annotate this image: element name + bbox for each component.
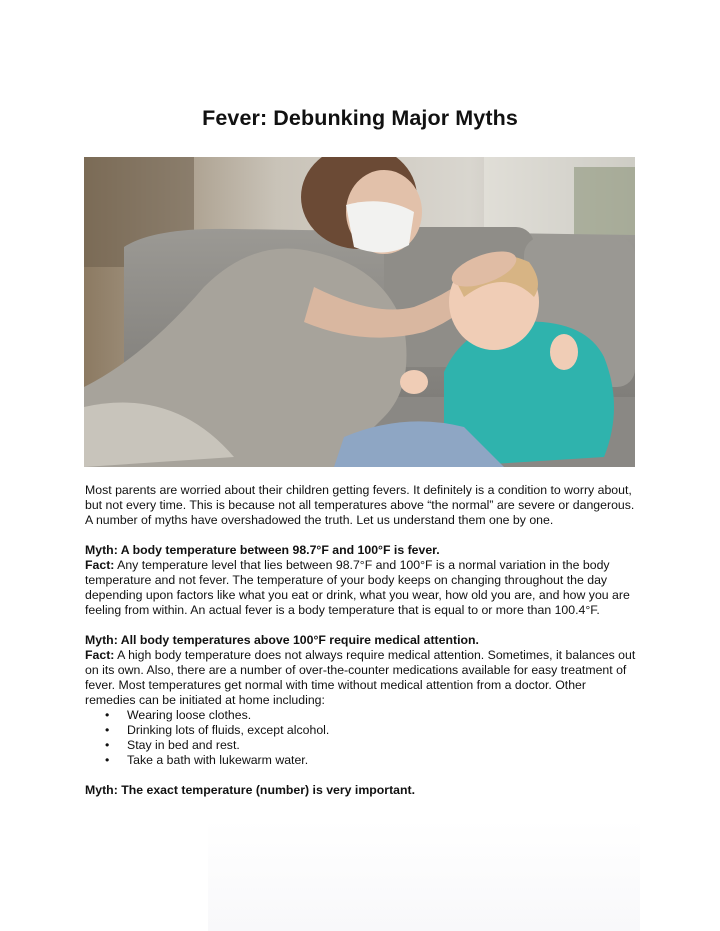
fact-paragraph [85, 558, 637, 618]
article-body [85, 483, 637, 798]
fact-label: Fact: [85, 648, 115, 662]
intro-paragraph: Most parents are worried about their children getting fevers. It definitely is a condition to worry about, but not every time. This is because not all temperatures above “the normal” are severe or dangerous. A number of myths have overshadowed the truth. Let us understand them one by one. [85, 483, 635, 527]
fact-label: Fact: [85, 558, 115, 572]
list-item-text: Drinking lots of fluids, except alcohol. [127, 723, 330, 737]
list-item [85, 738, 637, 753]
bullet-icon: • [105, 723, 110, 737]
bullet-icon: • [105, 708, 110, 722]
list-item [85, 753, 637, 768]
fact-paragraph [85, 648, 637, 708]
page-title: Fever: Debunking Major Myths [202, 106, 518, 130]
bullet-icon: • [105, 738, 110, 752]
mother-and-sick-child-photo-icon [84, 157, 635, 467]
myth-heading: Myth: The exact temperature (number) is very important. [85, 783, 416, 797]
list-item [85, 708, 637, 723]
list-item-text: Wearing loose clothes. [127, 708, 252, 722]
myth-heading: Myth: All body temperatures above 100°F require medical attention. [85, 633, 479, 647]
list-item-text: Take a bath with lukewarm water. [127, 753, 309, 767]
bullet-icon: • [105, 753, 110, 767]
list-item [85, 723, 637, 738]
fact-text: A high body temperature does not always require medical attention. Sometimes, it balances out on its own. Also, there are a number of over-the-counter medications available for easy treatment of fever. Most temperatures get normal with time without medical attention from a doctor. Other remedies can be initiated at home including: [85, 648, 636, 707]
remedies-list [85, 708, 637, 768]
fact-text: Any temperature level that lies between 98.7°F and 100°F is a normal variation in the body temperature and not fever. The temperature of your body keeps on changing throughout the day depending upon factors like what you eat or drink, what you wear, how old you are, and how you are feeling from within. An actual fever is a body temperature that is equal to or more than 100.4°F. [85, 558, 630, 617]
list-item-text: Stay in bed and rest. [127, 738, 240, 752]
hero-image [84, 157, 635, 467]
page-shading [208, 820, 640, 931]
myth-heading: Myth: A body temperature between 98.7°F and 100°F is fever. [85, 543, 440, 557]
